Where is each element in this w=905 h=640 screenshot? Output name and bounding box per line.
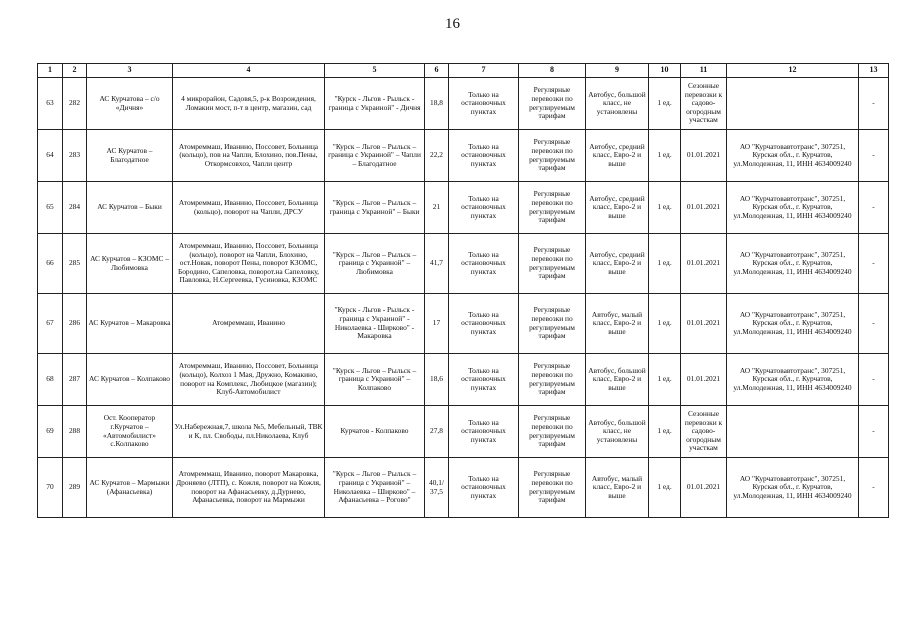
- column-header: 9: [586, 64, 649, 78]
- cell-start-date: 01.01.2021: [681, 458, 727, 518]
- cell-length: 40,1/ 37,5: [425, 458, 449, 518]
- cell-roads: "Курск – Льгов – Рыльск – граница с Украиной" – Колпаково: [325, 354, 425, 406]
- cell-length: 22,2: [425, 130, 449, 182]
- cell-vehicle-class: Автобус, малый класс, Евро-2 и выше: [586, 294, 649, 354]
- cell-route-type: 64: [38, 130, 63, 182]
- cell-vehicle-count: 1 ед.: [649, 182, 681, 234]
- cell-carrier: [727, 406, 859, 458]
- cell-stopping-order: Только на остановочных пунктах: [449, 406, 519, 458]
- cell-route-name: АС Курчатова – с/о «Дичня»: [87, 78, 173, 130]
- table-row: [38, 354, 889, 406]
- cell-length: 27,8: [425, 406, 449, 458]
- cell-roads: "Курск – Льгов – Рыльск – граница с Украиной" – Чапли – Благодатное: [325, 130, 425, 182]
- cell-route-number: 286: [63, 294, 87, 354]
- cell-note: -: [859, 354, 889, 406]
- column-header: 4: [173, 64, 325, 78]
- cell-route-number: 282: [63, 78, 87, 130]
- cell-note: -: [859, 234, 889, 294]
- cell-transport-type: Регулярные перевозки по регулируемым тарифам: [519, 78, 586, 130]
- cell-stopping-order: Только на остановочных пунктах: [449, 78, 519, 130]
- cell-route-name: АС Курчатов – Быки: [87, 182, 173, 234]
- cell-stops: Атомреммаш, Иванино, Поссовет, Больница (кольцо), Колхоз 1 Мая, Дружно, Комакино, поворот на Комплекс, Любицкое (магазин); Клуб-Автомобилист: [173, 354, 325, 406]
- cell-vehicle-count: 1 ед.: [649, 406, 681, 458]
- column-header: 6: [425, 64, 449, 78]
- cell-carrier: АО "Курчатовавтотранс", 307251, Курская обл., г. Курчатов, ул.Молодежная, 11, ИНН 4634009240: [727, 130, 859, 182]
- column-header: 3: [87, 64, 173, 78]
- cell-route-name: АС Курчатов – Макаровка: [87, 294, 173, 354]
- column-header: 12: [727, 64, 859, 78]
- cell-transport-type: Регулярные перевозки по регулируемым тарифам: [519, 130, 586, 182]
- cell-stopping-order: Только на остановочных пунктах: [449, 130, 519, 182]
- cell-vehicle-count: 1 ед.: [649, 130, 681, 182]
- cell-note: -: [859, 406, 889, 458]
- cell-start-date: Сезонные перевозки к садово-огородным участкам: [681, 406, 727, 458]
- column-header: 7: [449, 64, 519, 78]
- column-header: 8: [519, 64, 586, 78]
- header-row: [38, 64, 889, 78]
- cell-vehicle-count: 1 ед.: [649, 354, 681, 406]
- cell-route-number: 284: [63, 182, 87, 234]
- cell-roads: Курчатов - Колпаково: [325, 406, 425, 458]
- cell-carrier: [727, 78, 859, 130]
- cell-carrier: АО "Курчатовавтотранс", 307251, Курская обл., г. Курчатов, ул.Молодежная, 11, ИНН 4634009240: [727, 182, 859, 234]
- cell-route-type: 63: [38, 78, 63, 130]
- page-number: 16: [445, 16, 460, 32]
- cell-vehicle-class: Автобус, большой класс, не установлены: [586, 78, 649, 130]
- cell-roads: "Курск - Льгов - Рыльск - граница с Украиной" - Николаевка - Ширково" - Макаровка: [325, 294, 425, 354]
- cell-route-name: АС Курчатов – Благодатное: [87, 130, 173, 182]
- cell-vehicle-count: 1 ед.: [649, 294, 681, 354]
- cell-route-type: 67: [38, 294, 63, 354]
- column-header: 5: [325, 64, 425, 78]
- cell-transport-type: Регулярные перевозки по регулируемым тарифам: [519, 234, 586, 294]
- cell-start-date: Сезонные перевозки к садово-огородным участкам: [681, 78, 727, 130]
- cell-vehicle-count: 1 ед.: [649, 458, 681, 518]
- cell-note: -: [859, 130, 889, 182]
- cell-stops: Атомреммаш, Иванино, Поссовет, Больница (кольцо), поворот на Чапли, ДРСУ: [173, 182, 325, 234]
- cell-roads: "Курск – Льгов – Рыльск – граница с Украиной" – Любимовка: [325, 234, 425, 294]
- cell-route-type: 69: [38, 406, 63, 458]
- table-row: [38, 182, 889, 234]
- cell-note: -: [859, 458, 889, 518]
- cell-stopping-order: Только на остановочных пунктах: [449, 354, 519, 406]
- cell-roads: "Курск – Льгов – Рыльск – граница с Украиной" – Николаевка – Ширково" – Афанасьевка – Рогово": [325, 458, 425, 518]
- cell-vehicle-count: 1 ед.: [649, 234, 681, 294]
- table-row: [38, 130, 889, 182]
- cell-start-date: 01.01.2021: [681, 294, 727, 354]
- column-header: 11: [681, 64, 727, 78]
- cell-start-date: 01.01.2021: [681, 130, 727, 182]
- cell-route-name: Ост. Кооператор г.Курчатов – «Автомобилист» с.Колпаково: [87, 406, 173, 458]
- cell-transport-type: Регулярные перевозки по регулируемым тарифам: [519, 458, 586, 518]
- cell-stops: Атомреммаш, Иванино, Поссовет, Больница (кольцо), пов на Чапли, Блохино, пов.Пены, Откормсовхоз, Чапли центр: [173, 130, 325, 182]
- cell-route-number: 287: [63, 354, 87, 406]
- cell-start-date: 01.01.2021: [681, 354, 727, 406]
- table-row: [38, 78, 889, 130]
- cell-route-type: 70: [38, 458, 63, 518]
- cell-vehicle-count: 1 ед.: [649, 78, 681, 130]
- cell-note: -: [859, 294, 889, 354]
- cell-vehicle-class: Автобус, большой класс, не установлены: [586, 406, 649, 458]
- cell-route-name: АС Курчатов – Колпаково: [87, 354, 173, 406]
- cell-roads: "Курск – Льгов – Рыльск – граница с Украиной" – Быки: [325, 182, 425, 234]
- column-header: 1: [38, 64, 63, 78]
- cell-route-number: 285: [63, 234, 87, 294]
- cell-vehicle-class: Автобус, средний класс, Евро-2 и выше: [586, 234, 649, 294]
- cell-length: 18,6: [425, 354, 449, 406]
- cell-vehicle-class: Автобус, средний класс, Евро-2 и выше: [586, 182, 649, 234]
- cell-length: 17: [425, 294, 449, 354]
- table-row: [38, 294, 889, 354]
- cell-stopping-order: Только на остановочных пунктах: [449, 458, 519, 518]
- table-body: [38, 78, 889, 518]
- table-row: [38, 458, 889, 518]
- cell-stopping-order: Только на остановочных пунктах: [449, 234, 519, 294]
- cell-transport-type: Регулярные перевозки по регулируемым тарифам: [519, 294, 586, 354]
- cell-carrier: АО "Курчатовавтотранс", 307251, Курская обл., г. Курчатов, ул.Молодежная, 11, ИНН 4634009240: [727, 458, 859, 518]
- cell-roads: "Курск - Льгов - Рыльск - граница с Украиной" - Дичня: [325, 78, 425, 130]
- routes-table: [37, 63, 889, 518]
- cell-carrier: АО "Курчатовавтотранс", 307251, Курская обл., г. Курчатов, ул.Молодежная, 11, ИНН 4634009240: [727, 294, 859, 354]
- column-header: 13: [859, 64, 889, 78]
- cell-stops: 4 микрорайон, Садовя,5, р-к Возрождения, Ломакин мост, п-т в центр, магазин, сад: [173, 78, 325, 130]
- cell-route-number: 289: [63, 458, 87, 518]
- cell-length: 18,8: [425, 78, 449, 130]
- cell-length: 21: [425, 182, 449, 234]
- column-header: 10: [649, 64, 681, 78]
- cell-start-date: 01.01.2021: [681, 234, 727, 294]
- cell-stops: Атомреммаш, Иванино, поворот Макаровка, Дроняево (ЛТП), с. Кожля, поворот на Кожля, поворот на Афанасьевку, д.Дурнево, Афанасьевка, поворот на Мармыжи: [173, 458, 325, 518]
- cell-stopping-order: Только на остановочных пунктах: [449, 294, 519, 354]
- cell-stops: Ул.Набережная,7, школа №5, Мебельный, ТВК и К, пл. Свободы, пл.Николаева, Клуб: [173, 406, 325, 458]
- cell-carrier: АО "Курчатовавтотранс", 307251, Курская обл., г. Курчатов, ул.Молодежная, 11, ИНН 4634009240: [727, 234, 859, 294]
- cell-stopping-order: Только на остановочных пунктах: [449, 182, 519, 234]
- cell-transport-type: Регулярные перевозки по регулируемым тарифам: [519, 406, 586, 458]
- cell-vehicle-class: Автобус, большой класс, Евро-2 и выше: [586, 354, 649, 406]
- cell-stops: Атомреммаш, Иванино, Поссовет, Больница (кольцо), поворот на Чапли, Блохино, ост.Новак, поворот Пены, поворот КЗОМС, Бородино, Сапеловка, поворот.на Сапеловку, Павловка, Н.Сергеевка, Гусиновка, КЗОМС: [173, 234, 325, 294]
- cell-carrier: АО "Курчатовавтотранс", 307251, Курская обл., г. Курчатов, ул.Молодежная, 11, ИНН 4634009240: [727, 354, 859, 406]
- cell-vehicle-class: Автобус, средний класс, Евро-2 и выше: [586, 130, 649, 182]
- cell-vehicle-class: Автобус, малый класс, Евро-2 и выше: [586, 458, 649, 518]
- cell-stops: Атомреммаш, Иванино: [173, 294, 325, 354]
- cell-route-name: АС Курчатов – Мармыжи (Афанасьевка): [87, 458, 173, 518]
- cell-length: 41,7: [425, 234, 449, 294]
- cell-route-type: 65: [38, 182, 63, 234]
- cell-start-date: 01.01.2021: [681, 182, 727, 234]
- cell-route-number: 283: [63, 130, 87, 182]
- table-row: [38, 406, 889, 458]
- cell-route-name: АС Курчатов – КЗОМС – Любимовка: [87, 234, 173, 294]
- cell-route-type: 66: [38, 234, 63, 294]
- cell-transport-type: Регулярные перевозки по регулируемым тарифам: [519, 182, 586, 234]
- table-row: [38, 234, 889, 294]
- cell-note: -: [859, 182, 889, 234]
- cell-route-number: 288: [63, 406, 87, 458]
- cell-transport-type: Регулярные перевозки по регулируемым тарифам: [519, 354, 586, 406]
- cell-route-type: 68: [38, 354, 63, 406]
- column-header: 2: [63, 64, 87, 78]
- cell-note: -: [859, 78, 889, 130]
